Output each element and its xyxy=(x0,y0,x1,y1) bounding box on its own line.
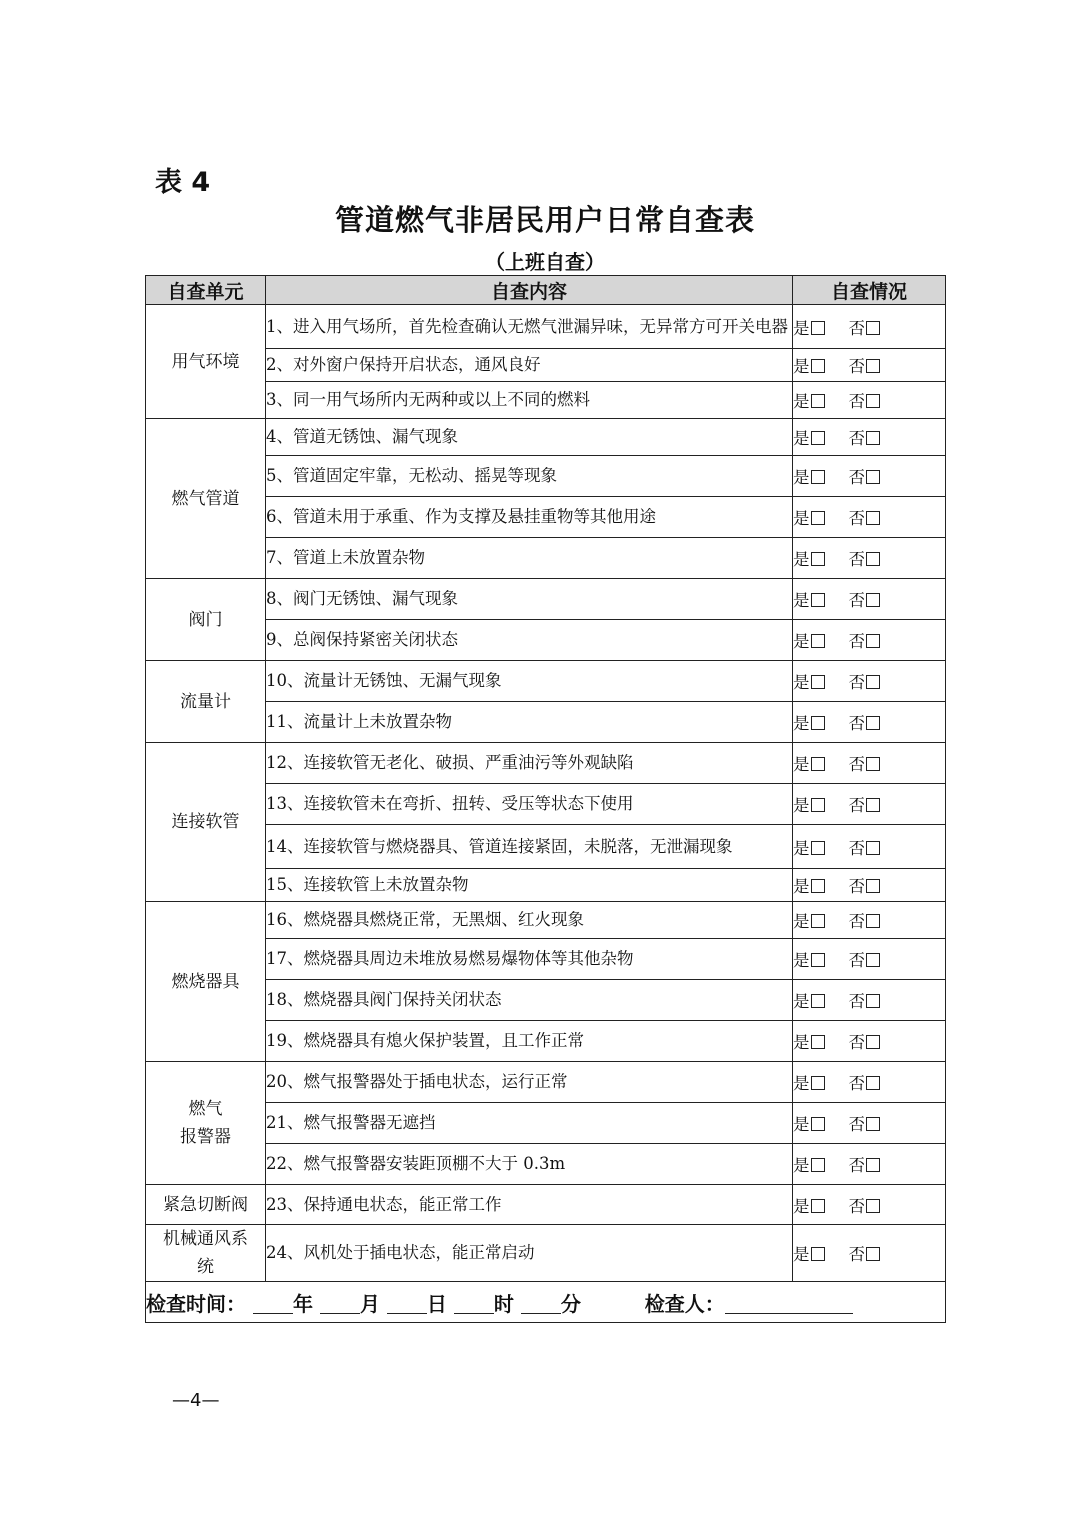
check-item: 8、阀门无锈蚀、漏气现象 xyxy=(266,579,793,620)
yes-option[interactable] xyxy=(793,587,825,611)
unit-cell: 连接软管 xyxy=(146,743,266,902)
check-status-cell xyxy=(793,1021,946,1062)
no-option[interactable] xyxy=(849,587,881,611)
yes-label: 是 xyxy=(793,755,810,774)
yes-checkbox[interactable] xyxy=(811,1199,825,1213)
yes-label: 是 xyxy=(793,1074,810,1093)
yes-checkbox[interactable] xyxy=(811,1247,825,1261)
no-label: 否 xyxy=(848,796,865,815)
check-item: 7、管道上未放置杂物 xyxy=(266,538,793,579)
check-item: 18、燃烧器具阀门保持关闭状态 xyxy=(266,980,793,1021)
unit-cell: 阀门 xyxy=(146,579,266,661)
yes-label: 是 xyxy=(793,992,810,1011)
table-row xyxy=(146,902,946,939)
yes-label: 是 xyxy=(793,509,810,528)
check-item: 21、燃气报警器无遮挡 xyxy=(266,1103,793,1144)
unit-cell: 燃气 报警器 xyxy=(146,1062,266,1185)
no-label: 否 xyxy=(848,1196,865,1216)
no-option[interactable] xyxy=(849,710,881,734)
no-option[interactable] xyxy=(849,873,881,897)
no-label: 否 xyxy=(848,632,865,651)
check-item: 19、燃烧器具有熄火保护装置，且工作正常 xyxy=(266,1021,793,1062)
column-header-unit: 自查单元 xyxy=(146,276,266,305)
yes-option[interactable] xyxy=(793,353,825,377)
yes-checkbox[interactable] xyxy=(811,953,825,967)
check-status-cell xyxy=(793,661,946,702)
no-label: 否 xyxy=(848,468,865,487)
yes-checkbox[interactable] xyxy=(811,716,825,730)
check-item: 15、连接软管上未放置杂物 xyxy=(266,869,793,902)
check-status-cell xyxy=(793,497,946,538)
no-label: 否 xyxy=(848,429,865,448)
yes-label: 是 xyxy=(793,429,810,448)
yes-option[interactable] xyxy=(793,835,825,859)
column-header-content: 自查内容 xyxy=(266,276,793,305)
yes-checkbox[interactable] xyxy=(811,321,825,335)
unit-cell: 用气环境 xyxy=(146,305,266,419)
no-option[interactable] xyxy=(849,1152,881,1176)
check-item: 2、对外窗户保持开启状态，通风良好 xyxy=(266,349,793,382)
no-option[interactable] xyxy=(849,505,881,529)
check-status-cell xyxy=(793,1185,946,1225)
no-checkbox[interactable] xyxy=(866,1076,880,1090)
check-status-cell xyxy=(793,743,946,784)
check-status-cell xyxy=(793,349,946,382)
check-item: 5、管道固定牢靠，无松动、摇晃等现象 xyxy=(266,456,793,497)
minute-blank[interactable] xyxy=(521,1295,561,1314)
minute-label: 分 xyxy=(560,1291,581,1316)
no-option[interactable] xyxy=(849,792,881,816)
yes-label: 是 xyxy=(793,591,810,610)
no-checkbox[interactable] xyxy=(866,431,880,445)
check-status-cell xyxy=(793,939,946,980)
yes-checkbox[interactable] xyxy=(811,914,825,928)
yes-option[interactable] xyxy=(793,546,825,570)
check-status-cell xyxy=(793,538,946,579)
check-status-cell xyxy=(793,825,946,869)
yes-checkbox[interactable] xyxy=(811,359,825,373)
yes-option[interactable] xyxy=(793,873,825,897)
table-row xyxy=(146,869,946,902)
yes-label: 是 xyxy=(793,357,810,376)
check-item: 9、总阀保持紧密关闭状态 xyxy=(266,620,793,661)
table-row xyxy=(146,305,946,349)
yes-option[interactable] xyxy=(793,425,825,449)
table-row xyxy=(146,980,946,1021)
yes-label: 是 xyxy=(793,550,810,569)
inspection-footer xyxy=(146,1282,946,1323)
yes-label: 是 xyxy=(793,1196,810,1216)
no-checkbox[interactable] xyxy=(866,634,880,648)
no-checkbox[interactable] xyxy=(866,1199,880,1213)
no-label: 否 xyxy=(848,357,865,376)
day-label: 日 xyxy=(426,1291,447,1316)
unit-cell: 紧急切断阀 xyxy=(146,1185,266,1225)
no-label: 否 xyxy=(848,1033,865,1052)
check-status-cell xyxy=(793,980,946,1021)
no-option[interactable] xyxy=(849,835,881,859)
page-subtitle: （上班自查） xyxy=(485,250,605,274)
yes-label: 是 xyxy=(793,838,810,858)
table-row xyxy=(146,743,946,784)
yes-label: 是 xyxy=(793,392,810,411)
yes-option[interactable] xyxy=(793,1193,825,1217)
yes-checkbox[interactable] xyxy=(811,470,825,484)
self-check-table xyxy=(145,275,946,1323)
no-option[interactable] xyxy=(849,388,881,412)
check-status-cell xyxy=(793,579,946,620)
yes-label: 是 xyxy=(793,632,810,651)
yes-option[interactable] xyxy=(793,505,825,529)
yes-option[interactable] xyxy=(793,947,825,971)
yes-label: 是 xyxy=(793,673,810,692)
no-option[interactable] xyxy=(849,1070,881,1094)
no-option[interactable] xyxy=(849,1029,881,1053)
table-row xyxy=(146,349,946,382)
yes-label: 是 xyxy=(793,1115,810,1134)
check-status-cell xyxy=(793,869,946,902)
yes-option[interactable] xyxy=(793,315,825,339)
no-option[interactable] xyxy=(849,315,881,339)
no-label: 否 xyxy=(848,318,865,338)
unit-cell: 机械通风系 统 xyxy=(146,1225,266,1282)
no-checkbox[interactable] xyxy=(866,593,880,607)
yes-option[interactable] xyxy=(793,1029,825,1053)
column-header-status: 自查情况 xyxy=(793,276,946,305)
no-label: 否 xyxy=(848,951,865,970)
check-status-cell xyxy=(793,1062,946,1103)
page-number: —4— xyxy=(172,1390,220,1411)
no-option[interactable] xyxy=(849,353,881,377)
table-row xyxy=(146,497,946,538)
table-row xyxy=(146,784,946,825)
no-option[interactable] xyxy=(849,1241,881,1265)
check-item: 14、连接软管与燃烧器具、管道连接紧固，未脱落，无泄漏现象 xyxy=(266,825,793,869)
table-header-row xyxy=(146,276,946,305)
no-checkbox[interactable] xyxy=(866,716,880,730)
no-checkbox[interactable] xyxy=(866,359,880,373)
check-item: 1、进入用气场所，首先检查确认无燃气泄漏异味，无异常方可开关电器 xyxy=(266,305,793,349)
yes-checkbox[interactable] xyxy=(811,394,825,408)
no-checkbox[interactable] xyxy=(866,470,880,484)
yes-checkbox[interactable] xyxy=(811,798,825,812)
no-checkbox[interactable] xyxy=(866,675,880,689)
no-checkbox[interactable] xyxy=(866,914,880,928)
no-option[interactable] xyxy=(849,988,881,1012)
check-item: 13、连接软管未在弯折、扭转、受压等状态下使用 xyxy=(266,784,793,825)
check-status-cell xyxy=(793,702,946,743)
check-item: 11、流量计上未放置杂物 xyxy=(266,702,793,743)
year-blank[interactable] xyxy=(253,1295,293,1314)
check-item: 24、风机处于插电状态，能正常启动 xyxy=(266,1225,793,1282)
unit-cell: 流量计 xyxy=(146,661,266,743)
hour-blank[interactable] xyxy=(454,1295,494,1314)
yes-checkbox[interactable] xyxy=(811,1117,825,1131)
no-option[interactable] xyxy=(849,1111,881,1135)
no-checkbox[interactable] xyxy=(866,953,880,967)
yes-option[interactable] xyxy=(793,669,825,693)
check-item: 4、管道无锈蚀、漏气现象 xyxy=(266,419,793,456)
check-item: 6、管道未用于承重、作为支撑及悬挂重物等其他用途 xyxy=(266,497,793,538)
yes-label: 是 xyxy=(793,1245,810,1264)
yes-label: 是 xyxy=(793,951,810,970)
no-option[interactable] xyxy=(849,425,881,449)
table-row xyxy=(146,538,946,579)
yes-option[interactable] xyxy=(793,751,825,775)
unit-cell: 燃烧器具 xyxy=(146,902,266,1062)
yes-option[interactable] xyxy=(793,908,825,932)
no-label: 否 xyxy=(848,673,865,692)
check-item: 12、连接软管无老化、破损、严重油污等外观缺陷 xyxy=(266,743,793,784)
no-label: 否 xyxy=(848,392,865,411)
check-status-cell xyxy=(793,1144,946,1185)
yes-label: 是 xyxy=(793,468,810,487)
table-row xyxy=(146,419,946,456)
check-status-cell xyxy=(793,620,946,661)
no-label: 否 xyxy=(848,1115,865,1134)
no-option[interactable] xyxy=(849,464,881,488)
no-option[interactable] xyxy=(849,669,881,693)
hour-label: 时 xyxy=(493,1291,514,1316)
check-status-cell xyxy=(793,784,946,825)
no-checkbox[interactable] xyxy=(866,1035,880,1049)
no-checkbox[interactable] xyxy=(866,1158,880,1172)
yes-option[interactable] xyxy=(793,628,825,652)
no-option[interactable] xyxy=(849,546,881,570)
yes-checkbox[interactable] xyxy=(811,757,825,771)
table-row xyxy=(146,579,946,620)
no-label: 否 xyxy=(848,1156,865,1175)
yes-checkbox[interactable] xyxy=(811,634,825,648)
yes-option[interactable] xyxy=(793,464,825,488)
no-label: 否 xyxy=(848,714,865,733)
yes-checkbox[interactable] xyxy=(811,593,825,607)
yes-label: 是 xyxy=(793,1156,810,1175)
inspector-label: 检查人： xyxy=(644,1291,725,1316)
no-label: 否 xyxy=(848,838,865,858)
check-item: 23、保持通电状态，能正常工作 xyxy=(266,1185,793,1225)
check-item: 22、燃气报警器安装距顶棚不大于 0.3m xyxy=(266,1144,793,1185)
no-label: 否 xyxy=(848,509,865,528)
no-checkbox[interactable] xyxy=(866,798,880,812)
yes-option[interactable] xyxy=(793,1241,825,1265)
yes-option[interactable] xyxy=(793,1152,825,1176)
year-label: 年 xyxy=(292,1291,313,1316)
check-status-cell xyxy=(793,382,946,419)
table-row xyxy=(146,1225,946,1282)
no-label: 否 xyxy=(848,877,865,896)
table-row xyxy=(146,382,946,419)
table-label: 表 4 xyxy=(155,167,211,198)
check-item: 17、燃烧器具周边未堆放易燃易爆物体等其他杂物 xyxy=(266,939,793,980)
yes-label: 是 xyxy=(793,714,810,733)
yes-label: 是 xyxy=(793,318,810,338)
page-title: 管道燃气非居民用户日常自查表 xyxy=(334,203,755,237)
no-checkbox[interactable] xyxy=(866,841,880,855)
table-row xyxy=(146,1103,946,1144)
month-label: 月 xyxy=(359,1291,380,1316)
yes-option[interactable] xyxy=(793,988,825,1012)
month-blank[interactable] xyxy=(320,1295,360,1314)
check-status-cell xyxy=(793,419,946,456)
table-row xyxy=(146,1185,946,1225)
check-status-cell xyxy=(793,1103,946,1144)
table-row xyxy=(146,702,946,743)
yes-option[interactable] xyxy=(793,1070,825,1094)
yes-option[interactable] xyxy=(793,792,825,816)
no-label: 否 xyxy=(848,1074,865,1093)
yes-label: 是 xyxy=(793,796,810,815)
table-row xyxy=(146,1062,946,1103)
yes-checkbox[interactable] xyxy=(811,431,825,445)
yes-label: 是 xyxy=(793,1033,810,1052)
check-item: 3、同一用气场所内无两种或以上不同的燃料 xyxy=(266,382,793,419)
no-option[interactable] xyxy=(849,947,881,971)
check-status-cell xyxy=(793,902,946,939)
no-checkbox[interactable] xyxy=(866,879,880,893)
check-status-cell xyxy=(793,456,946,497)
yes-option[interactable] xyxy=(793,388,825,412)
yes-checkbox[interactable] xyxy=(811,511,825,525)
no-label: 否 xyxy=(848,912,865,931)
no-checkbox[interactable] xyxy=(866,1117,880,1131)
yes-checkbox[interactable] xyxy=(811,675,825,689)
no-label: 否 xyxy=(848,755,865,774)
no-checkbox[interactable] xyxy=(866,394,880,408)
check-item: 20、燃气报警器处于插电状态，运行正常 xyxy=(266,1062,793,1103)
no-label: 否 xyxy=(848,591,865,610)
yes-label: 是 xyxy=(793,877,810,896)
no-label: 否 xyxy=(848,1245,865,1264)
unit-cell: 燃气管道 xyxy=(146,419,266,579)
check-status-cell xyxy=(793,305,946,349)
yes-checkbox[interactable] xyxy=(811,841,825,855)
yes-option[interactable] xyxy=(793,1111,825,1135)
no-option[interactable] xyxy=(849,751,881,775)
yes-option[interactable] xyxy=(793,710,825,734)
no-checkbox[interactable] xyxy=(866,994,880,1008)
check-status-cell xyxy=(793,1225,946,1282)
no-checkbox[interactable] xyxy=(866,757,880,771)
yes-checkbox[interactable] xyxy=(811,552,825,566)
check-item: 10、流量计无锈蚀、无漏气现象 xyxy=(266,661,793,702)
table-row xyxy=(146,939,946,980)
yes-checkbox[interactable] xyxy=(811,1076,825,1090)
inspector-blank[interactable] xyxy=(725,1295,853,1314)
yes-checkbox[interactable] xyxy=(811,1158,825,1172)
no-checkbox[interactable] xyxy=(866,321,880,335)
yes-label: 是 xyxy=(793,912,810,931)
no-option[interactable] xyxy=(849,628,881,652)
table-body xyxy=(146,305,946,1282)
no-label: 否 xyxy=(848,550,865,569)
no-checkbox[interactable] xyxy=(866,511,880,525)
table-row xyxy=(146,620,946,661)
check-time-label: 检查时间： xyxy=(146,1291,246,1316)
yes-checkbox[interactable] xyxy=(811,1035,825,1049)
check-item: 16、燃烧器具燃烧正常，无黑烟、红火现象 xyxy=(266,902,793,939)
table-row xyxy=(146,1144,946,1185)
no-checkbox[interactable] xyxy=(866,1247,880,1261)
no-option[interactable] xyxy=(849,908,881,932)
day-blank[interactable] xyxy=(387,1295,427,1314)
no-checkbox[interactable] xyxy=(866,552,880,566)
table-row xyxy=(146,825,946,869)
yes-checkbox[interactable] xyxy=(811,994,825,1008)
table-row xyxy=(146,1021,946,1062)
table-row xyxy=(146,661,946,702)
footer-row xyxy=(146,1282,946,1323)
no-label: 否 xyxy=(848,992,865,1011)
yes-checkbox[interactable] xyxy=(811,879,825,893)
no-option[interactable] xyxy=(849,1193,881,1217)
table-row xyxy=(146,456,946,497)
